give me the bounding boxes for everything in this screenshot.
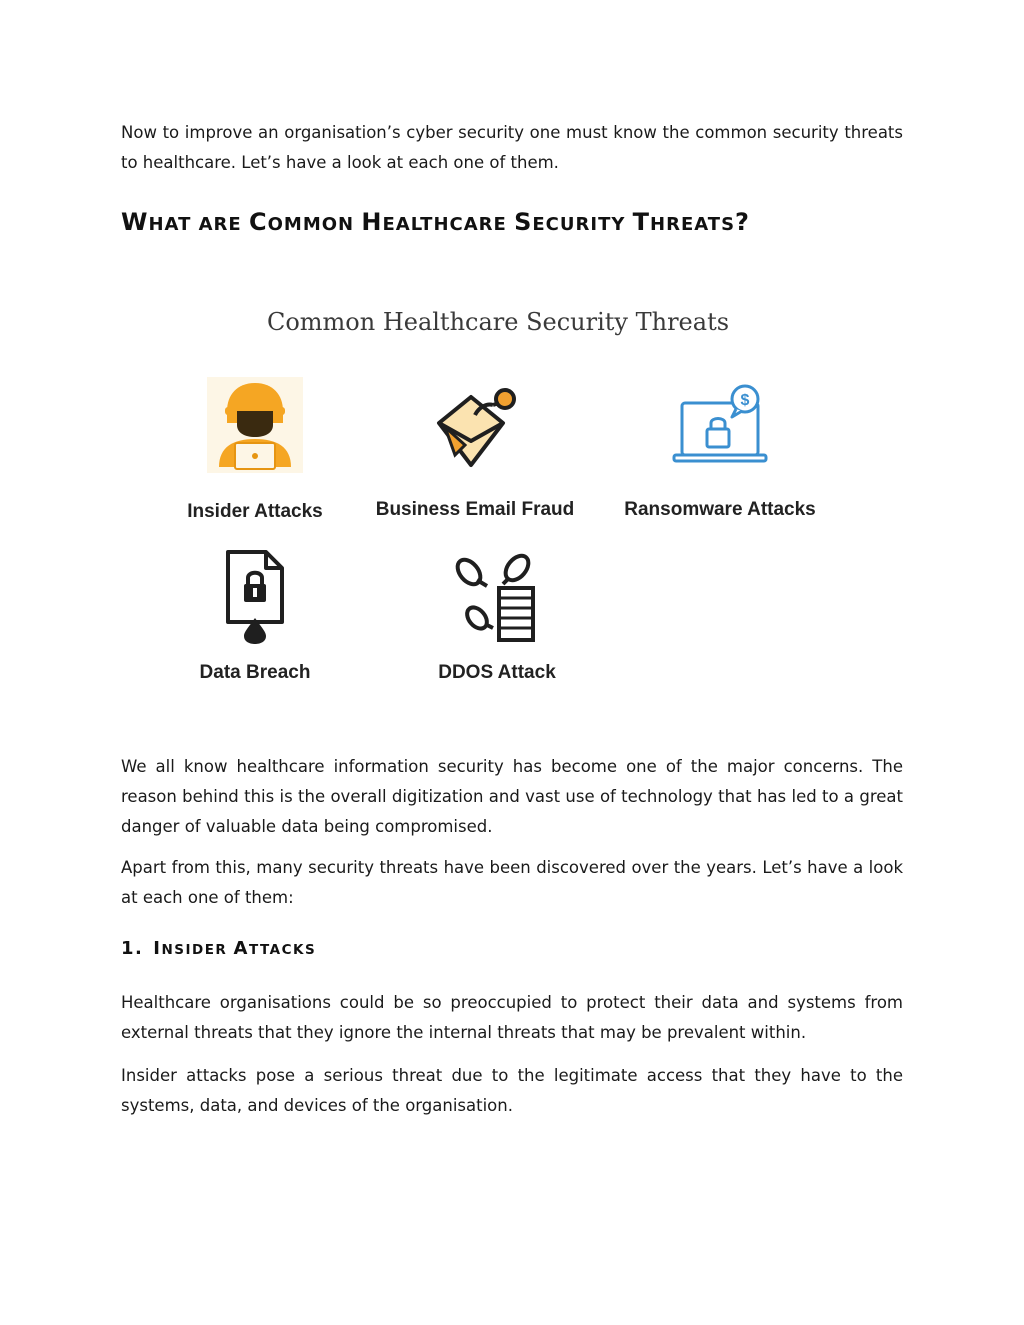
section-title-part: I [153,938,162,959]
heading-part: EALTHCARE [382,214,515,235]
ddos-server-icon [447,548,547,644]
threat-ddos-attack [382,548,612,684]
main-heading [121,200,750,238]
threat-label: Business Email Fraud [375,499,575,520]
section-title-part: NSIDER [161,942,234,958]
heading-part: T [632,208,651,236]
threat-label: Insider Attacks [187,501,323,522]
threat-data-breach [140,548,370,684]
heading-part: OMMON [267,214,362,235]
heading-part: HREATS [650,214,736,235]
phishing-email-icon [425,383,525,475]
heading-part: S [514,208,533,236]
hacker-icon [207,377,303,473]
threat-ransomware-attacks [605,383,835,521]
threat-business-email-fraud [360,383,590,521]
threat-label: Ransomware Attacks [624,499,816,520]
heading-part: W [121,208,149,236]
section-heading-insider-attacks [121,932,316,960]
paragraph-legitimate-access: Insider attacks pose a serious threat due to the legitimate access that they have to the systems, data, and devices of the organisation. [121,1066,903,1115]
data-breach-document-icon [220,548,290,644]
ransomware-laptop-icon [670,383,770,469]
threat-label: DDOS Attack [438,662,556,683]
infographic-title: Common Healthcare Security Threats [266,308,730,336]
heading-part: H [361,208,383,236]
paragraph-concerns: We all know healthcare information security has become one of the major concerns. The reason behind this is the overall digitization and vast use of technology that has led to a great danger of valuable data being compromised. [121,757,903,836]
threat-label: Data Breach [199,662,311,683]
svg-text:$: $ [740,392,750,409]
intro-paragraph: Now to improve an organisation’s cyber security one must know the common security threats to healthcare. Let’s have a look at each one of them. [121,123,903,172]
threats-infographic [150,295,870,715]
section-title-part: TTACKS [248,942,317,958]
section-title-part: A [233,938,249,959]
section-number: 1. [121,938,144,959]
paragraph-internal-threats: Healthcare organisations could be so preoccupied to protect their data and systems from external threats that they ignore the internal threats that may be prevalent within. [121,993,903,1042]
heading-part: C [248,208,268,236]
heading-part: ? [735,208,750,236]
threat-insider-attacks [140,377,370,523]
paragraph-threats-discovered: Apart from this, many security threats have been discovered over the years. Let’s have a look at each one of them: [121,858,903,907]
heading-part: HAT ARE [148,214,249,235]
heading-part: ECURITY [532,214,633,235]
